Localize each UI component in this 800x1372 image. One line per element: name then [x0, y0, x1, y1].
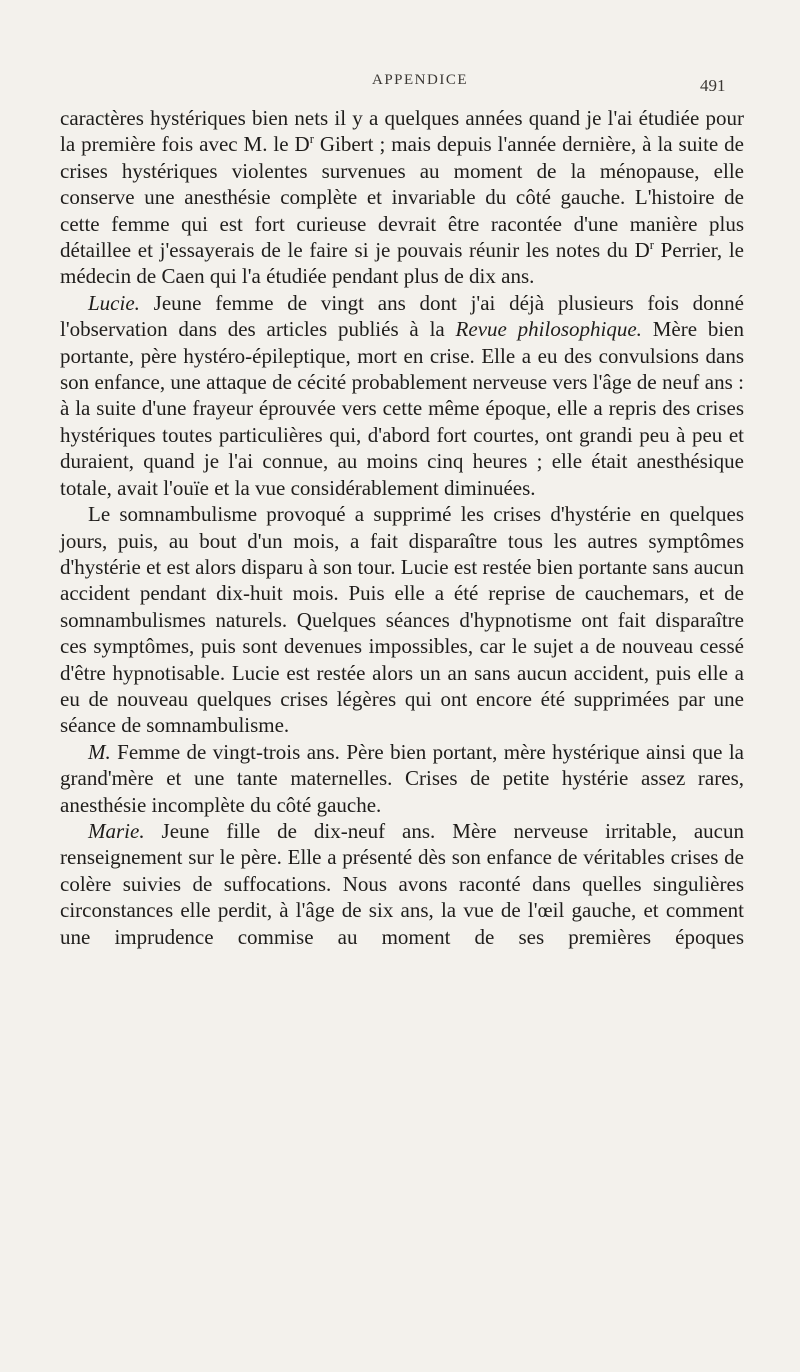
- paragraph-lucie: [60, 290, 744, 501]
- running-head: [0, 60, 800, 100]
- doctor-abbrev-sup: r: [309, 132, 314, 147]
- running-title: APPENDICE: [372, 72, 469, 88]
- paragraph-text: Perrier, le médecin de Caen qui l'a étudiée pendant plus de dix ans.: [60, 238, 744, 289]
- page-number: 491: [700, 76, 726, 95]
- paragraph-text: caractères hystériques bien nets il y a quelques années quand je l'ai étudiée pour la première fois avec M. le D: [60, 106, 744, 157]
- paragraph-somnambulism: [60, 501, 744, 739]
- paragraph-text: Femme de vingt-trois ans. Père bien portant, mère hystérique ainsi que la grand'mère et une tante maternelles. Crises de petite hystérie assez rares, anesthésie incomplète du côté gauche.: [60, 739, 744, 817]
- case-name-marie: Marie.: [88, 818, 145, 843]
- doctor-abbrev-sup: r: [649, 238, 654, 253]
- paragraph-m: [60, 739, 744, 818]
- paragraph-text: Mère bien portante, père hystéro-épileptique, mort en crise. Elle a eu des convulsions dans son enfance, une attaque de cécité probablement nerveuse vers l'âge de neuf ans : à la suite d'une frayeur éprouvée vers cette même époque, elle a repris des crises hystériques toutes particulières qui, d'abord fort courtes, ont grandi peu à peu et duraient, quand je l'ai connue, au moins cinq heures ; elle était anesthésique totale, avait l'ouïe et la vue considérablement diminuées.: [60, 317, 744, 500]
- paragraph-gibert-case: [60, 105, 744, 290]
- paragraph-text: Jeune fille de dix-neuf ans. Mère nerveuse irritable, aucun renseignement sur le père. Elle a présenté dès son enfance de véritables crises de colère suivies de suffocations. Nous avons raconté dans quelles singulières circonstances elle perdit, à l'âge de six ans, la vue de l'œil gauche, et comment une imprudence commise au moment de ses premières époques: [60, 818, 744, 949]
- journal-title: Revue philosophique.: [455, 317, 642, 342]
- case-name-m: M.: [88, 739, 111, 764]
- paragraph-text: Le somnambulisme provoqué a supprimé les crises d'hystérie en quelques jours, puis, au bout d'un mois, a fait disparaître tous les autres symptômes d'hystérie et est alors disparu à son tour. Lucie est restée bien portante sans aucun accident pendant dix-huit mois. Puis elle a été reprise de cauchemars, et de somnambulismes naturels. Quelques séances d'hypnotisme ont fait disparaître ces symptômes, puis sont devenues impossibles, car le sujet a de nouveau cessé d'être hypnotisable. Lucie est restée alors un an sans aucun accident, puis elle a eu de nouveau quelques crises légères qui ont encore été supprimées par une séance de somnambulisme.: [60, 502, 744, 738]
- case-name-lucie: Lucie.: [88, 290, 140, 315]
- paragraph-text: Gibert ; mais depuis l'année dernière, à la suite de crises hystériques violentes survenues au moment de la ménopause, elle conserve une anesthésie complète et invariable du côté gauche. L'histoire de cette femme qui est fort curieuse devrait être racontée d'une manière plus détaillee et j'essayerais de le faire si je pouvais réunir les notes du D: [60, 132, 744, 263]
- paragraph-text: Jeune femme de vingt ans dont j'ai déjà plusieurs fois donné l'observation dans des articles publiés à la: [60, 290, 744, 342]
- body-text: [60, 105, 744, 950]
- paragraph-marie: [60, 818, 744, 950]
